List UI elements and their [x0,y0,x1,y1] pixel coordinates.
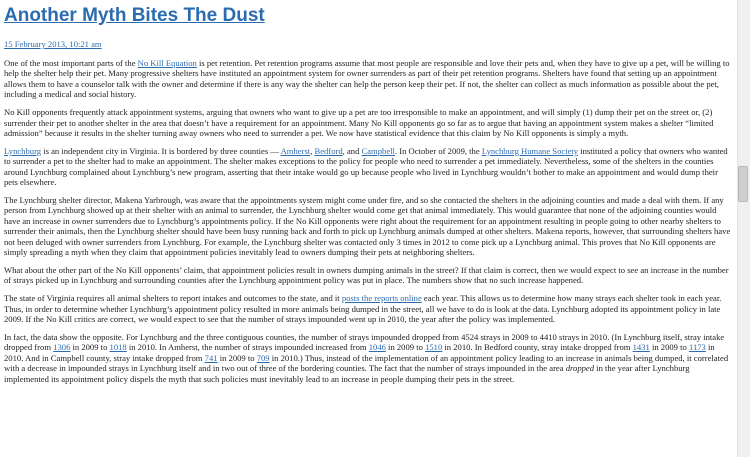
paragraph-1 [4,58,732,100]
campbell-link[interactable]: Campbell [361,145,395,156]
amherst-link[interactable]: Amherst [280,145,311,156]
post-date-link[interactable]: 15 February 2013, 10:21 am [4,39,102,49]
stat-link[interactable]: 1018 [109,342,127,353]
text: , [310,145,315,156]
text: in 2010.) Thus, instead of the implementation of an appointment policy leading to an increase in animals being dumped, it correlated with a decrease in impounded strays in Lynchburg itself and in two out of three of the bordering counties. The fact that the number of strays impounded in the area [4,352,729,374]
paragraph-5: What about the other part of the No Kill opponents’ claim, that appointment policies result in owners dumping animals in the street? If that claim is correct, then we would expect to see an increase in the number of strays picked up in Lynchburg and surrounding counties after the Lynchburg appointment policy was put in place. The numbers show that no such increase happened. [4,264,729,286]
stat-link[interactable]: 1510 [425,342,443,353]
text: in 2009 to [217,352,257,363]
scrollbar-thumb[interactable] [738,166,748,202]
text: instituted a policy that owners who wanted to surrender a pet to the shelter had to make an appointment. The shelter makes exceptions to the policy for people who need to surrender a pet immediately. Nevertheless, some of the shelters in the counties around Lynchburg complained about Lynchburg’s new program, asserting that their intake would go up because people who lived in Lynchburg wouldn’t bother to make an appointment and would dump their pets elsewhere. [4,145,728,188]
stat-link[interactable]: 1173 [688,342,706,353]
vertical-scrollbar[interactable] [737,0,750,457]
text: . In October of 2009, the [394,145,482,156]
posts-reports-online-link[interactable]: posts the reports online [341,293,422,304]
text: is pet retention. Pet retention programs assume that most people are responsible and love their pets and, when they have to give up a pet, will be willing to help the shelter help their pet. Many progressive shelters have instituted an appointment system for owner surrenders as part of their pet retention programs. Shelters have found that setting up an appointment allows them to have a counselor talk with the owner and determine if there is any way the shelter can help the person keep their pet. If not, the shelter can collect as much information as possible about the pet, including a medical and social history. [4,58,730,100]
article-title[interactable]: Another Myth Bites The Dust [4,5,265,26]
paragraph-4: The Lynchburg shelter director, Makena Yarbrough, was aware that the appointments system might come under fire, and so she contacted the shelters in the adjoining counties and made a deal with them. If any person from Lynchburg showed up at their shelter with an animal to surrender, the Lynchburg shelter would come get that animal immediately. This would guarantee that none of the adjoining counties would have an increase in owner surrenders due to Lynchburg’s appointments policy. If the No Kill opponents were right about the requirement for an appointment resulting in people going to other nearby shelters to surrender their animals, then the Lynchburg shelter should have been busy running back and forth to pick up Lynchburg animals dumped at other shelters. Makena reports, however, that surrounding shelters have not been deluged with owner surrenders from Lynchburg. For example, the Lynchburg shelter was contacted only 3 times in 2012 to come pick up a Lynchburg animal. This proves that No Kill opponents are simply spreading a myth when they claim that appointment policies inevitably lead to owners dumping their pets at neighboring shelters. [4,194,731,257]
stat-link[interactable]: 1431 [632,342,650,353]
paragraph-6 [4,293,732,324]
text: in 2010. In Amherst, the number of strays impounded increased from [126,342,369,353]
paragraph-3 [4,146,732,188]
text: is an independent city in Virginia. It is bordered by three counties — [41,145,281,156]
text: in 2009 to [70,342,110,353]
text: , and [342,145,362,156]
text: The state of Virginia requires all animal shelters to report intakes and outcomes to the state, and it [4,293,342,304]
lynchburg-humane-society-link[interactable]: Lynchburg Humane Society [481,145,579,156]
text: each year. This allows us to determine how many strays each shelter took in each year. Thus, in order to determine whether Lynchburg’s appointment policy resulted in more animals being dumped in the street, all we have to do is look at the data. Lynchburg adopted its appointment policy in late 2009. If the No Kill critics are correct, we would expect to see that the number of strays impounded went up in 2010, the year after the policy was implemented. [4,293,722,325]
stat-link[interactable]: 709 [256,352,270,363]
text: One of the most important parts of the [4,58,138,68]
emphasis-text: dropped [565,363,595,374]
text: in 2009 to [649,342,689,353]
text: in 2009 to [385,342,426,353]
text: In fact, the data show the opposite. For Lynchburg and the three contiguous counties, the number of strays impounded dropped from 4524 strays in 2009 to 4410 strays in 2010. (In Lynchburg itself, stray intake dropped from [4,331,725,353]
text: in 2010. In Bedford county, stray intake dropped from [442,342,633,353]
paragraph-7 [4,332,732,384]
paragraph-2: No Kill opponents frequently attack appointment systems, arguing that owners who want to give up a pet are too irresponsible to make an appointment, and will simply (1) dump their pet on the street or, (2) surrender their pet to another shelter in the area that doesn’t have a requirement for an appointment. Many No Kill opponents go so far as to argue that having an appointment system makes a shelter “limited admission” because it results in the shelter turning away owners who need to surrender a pet. We now have statistical evidence that this claim by No Kill opponents is simply a myth. [4,107,714,138]
stat-link[interactable]: 1306 [53,342,71,353]
lynchburg-link[interactable]: Lynchburg [4,145,42,156]
bedford-link[interactable]: Bedford [314,145,343,156]
text: in the year after Lynchburg implemented its appointment policy dispels the myth that such policies must inevitably lead to an increase in people dumping their pets in the street. [4,363,690,384]
article [4,0,732,391]
no-kill-equation-link[interactable]: No Kill Equation [137,58,197,68]
stat-link[interactable]: 741 [204,352,218,363]
text: in 2010. And in Campbell county, stray intake dropped from [4,342,715,363]
stat-link[interactable]: 1046 [368,342,386,353]
